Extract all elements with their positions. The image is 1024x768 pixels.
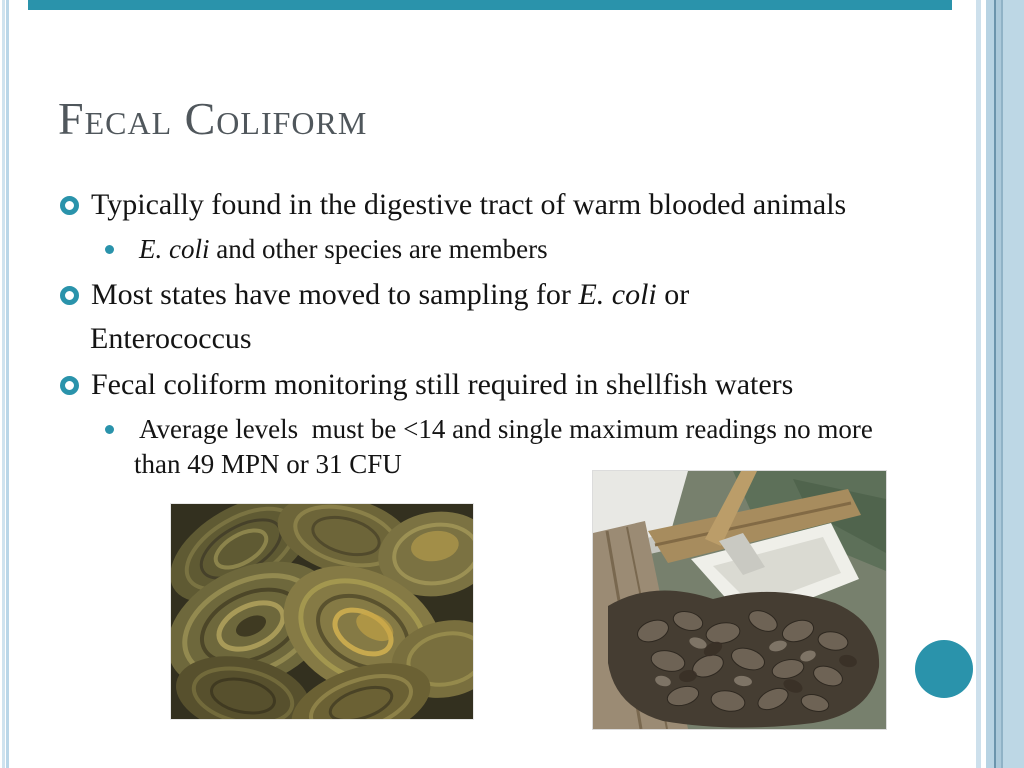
sub-bullet-1-text (139, 234, 548, 265)
bullet-2-line2: Enterococcus (90, 322, 252, 355)
sub-bullet-2-line2: than 49 MPN or 31 CFU (134, 449, 402, 479)
top-accent-bar (28, 0, 952, 10)
sub-bullet-item-2 (60, 414, 940, 445)
sub-bullet-1-rest: and other species are members (209, 234, 548, 264)
bullet-item-3 (60, 368, 940, 403)
slide-title: Fecal Coliform (58, 93, 368, 144)
sub-bullet-item-1 (60, 234, 940, 265)
bullet-item-1 (60, 188, 940, 223)
bullet-2-italic: E. coli (578, 278, 657, 311)
bullet-2-text (91, 278, 689, 313)
bullet-ring-icon (60, 286, 79, 305)
photo-clams (170, 503, 474, 720)
page-number-circle (915, 640, 973, 698)
bullet-2-seg3: or (656, 278, 690, 311)
bullet-dot-icon (105, 425, 114, 434)
photo-oysters (592, 470, 887, 730)
clams-illustration (171, 504, 473, 719)
bullet-3-text: Fecal coliform monitoring still required in shellfish waters (91, 368, 794, 401)
bullet-2-seg1: Most states have moved to sampling for (91, 278, 579, 311)
right-edge-stripe-band (986, 0, 1024, 768)
oysters-illustration (593, 471, 886, 729)
bullet-item-2 (60, 278, 940, 313)
bullet-ring-icon (60, 376, 79, 395)
sub-bullet-1-italic: E. coli (139, 234, 210, 264)
right-edge-thin-stripe (976, 0, 981, 768)
left-edge-stripe (2, 0, 9, 768)
sub-bullet-2-line1: Average levels must be <14 and single maximum readings no more (139, 414, 873, 444)
bullet-dot-icon (105, 245, 114, 254)
bullet-1-text: Typically found in the digestive tract of warm blooded animals (91, 188, 847, 221)
bullet-ring-icon (60, 196, 79, 215)
